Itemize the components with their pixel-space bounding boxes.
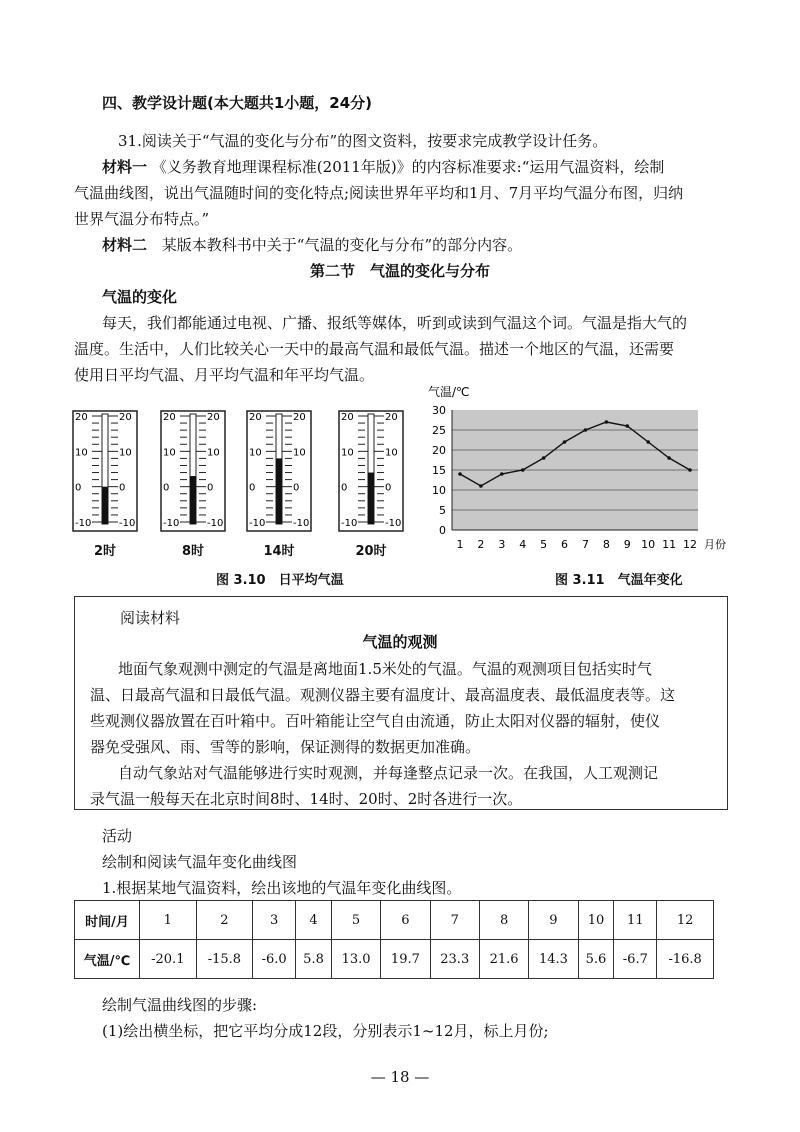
para-line3: 使用日平均气温、月平均气温和年平均气温。: [74, 366, 375, 384]
y-tick-label: 30: [432, 404, 446, 417]
activity-step: 1.根据某地气温资料，绘出该地的气温年变化曲线图。: [102, 879, 462, 897]
table-cell: 3: [253, 901, 296, 940]
scale-label: 20: [119, 412, 132, 423]
table-cell: -20.1: [140, 940, 197, 979]
table-cell: 7: [430, 901, 479, 940]
table-cell: 11: [614, 901, 657, 940]
scale-label: 10: [293, 447, 306, 459]
data-point: [458, 472, 462, 476]
y-tick-label: 15: [432, 464, 446, 477]
scale-label: 20: [163, 412, 176, 423]
table-cell: 21.6: [479, 940, 528, 979]
scale-label: -10: [293, 518, 310, 529]
x-tick-label: 10: [641, 538, 656, 551]
table-cell: 13.0: [331, 940, 380, 979]
table-row: [75, 901, 714, 940]
table-cell: 1: [140, 901, 197, 940]
data-point: [500, 472, 504, 476]
table-cell: 5.8: [296, 940, 332, 979]
scale-label: 20: [207, 412, 220, 423]
fig311-caption: 图 3.11 气温年变化: [555, 573, 683, 588]
chart-xlabel: 月份: [704, 538, 726, 551]
chart-ylabel: 气温/℃: [428, 385, 470, 399]
thermometer-label: 8时: [181, 544, 205, 559]
data-point: [584, 428, 588, 432]
table-header-temp: 气温/℃: [75, 940, 140, 979]
scale-label: 10: [75, 447, 88, 459]
reading-line1: 地面气象观测中测定的气温是离地面1.5米处的气温。气温的观测项目包括实时气: [118, 660, 652, 678]
material1-line2: 气温曲线图，说出气温随时间的变化特点;阅读世界年平均和1月、7月平均气温分布图，归纳: [74, 184, 684, 202]
x-tick-label: 9: [623, 538, 631, 551]
scale-label: 0: [293, 482, 300, 494]
thermometer-2: [160, 410, 226, 532]
scale-label: -10: [249, 518, 266, 529]
thermometer-label: 14时: [263, 544, 295, 559]
table-cell: -6.0: [253, 940, 296, 979]
thermometer-3: [246, 410, 312, 532]
fig310-caption: 图 3.10 日平均气温: [216, 573, 344, 588]
x-tick-label: 2: [477, 538, 485, 551]
scale-label: 10: [163, 447, 176, 459]
table-cell: 2: [196, 901, 253, 940]
x-tick-label: 6: [561, 538, 569, 551]
scale-label: 20: [341, 412, 354, 423]
section-title: 四、教学设计题(本大题共1小题，24分): [102, 94, 373, 112]
table-cell: -16.8: [657, 940, 714, 979]
material2-label: 材料二: [102, 236, 148, 254]
x-tick-label: 7: [581, 538, 589, 551]
scale-label: 20: [249, 412, 262, 423]
table-header-month: 时间/月: [75, 901, 140, 940]
material1-label: 材料一: [102, 158, 148, 176]
scale-label: -10: [207, 518, 224, 529]
activity-title: 绘制和阅读气温年变化曲线图: [102, 853, 298, 871]
table-cell: 5: [331, 901, 380, 940]
table-cell: 23.3: [430, 940, 479, 979]
scale-label: 0: [163, 482, 170, 494]
x-tick-label: 8: [602, 538, 610, 551]
data-point: [479, 484, 483, 488]
scale-label: 10: [249, 447, 262, 459]
data-point: [667, 456, 671, 460]
reading-line5: 自动气象站对气温能够进行实时观测，并每逢整点记录一次。在我国，人工观测记: [118, 764, 659, 782]
mercury-column: [276, 458, 282, 524]
material1-line1: [102, 154, 664, 180]
data-point: [625, 424, 629, 428]
material1-line3: 世界气温分布特点。”: [74, 210, 210, 228]
thermometer-1: [72, 410, 138, 532]
activity-label: 活动: [102, 827, 133, 845]
question-31: 31.阅读关于“气温的变化与分布”的图文资料，按要求完成教学设计任务。: [118, 132, 608, 150]
para-line2: 温度。生活中，人们比较关心一天中的最高气温和最低气温。描述一个地区的气温，还需要: [74, 340, 675, 358]
x-tick-label: 4: [519, 538, 527, 551]
thermometer-label: 2时: [93, 544, 117, 559]
reading-line3: 些观测仪器放置在百叶箱中。百叶箱能让空气自由流通，防止太阳对仪器的辐射，使仪: [90, 712, 661, 730]
temperature-table: [74, 900, 714, 979]
scale-label: -10: [385, 518, 402, 529]
scale-label: 10: [119, 447, 132, 459]
table-cell: 5.6: [578, 940, 614, 979]
scale-label: -10: [119, 518, 136, 529]
y-tick-label: 20: [432, 444, 446, 457]
table-cell: 6: [381, 901, 430, 940]
table-cell: 9: [529, 901, 578, 940]
material2-line: [102, 232, 522, 258]
table-cell: 4: [296, 901, 332, 940]
reading-header: 阅读材料: [120, 609, 181, 627]
material1-text1: 《义务教育地理课程标准(2011年版)》的内容标准要求:“运用气温资料，绘制: [151, 158, 665, 176]
data-point: [563, 440, 567, 444]
data-point: [605, 420, 609, 424]
subheading: 气温的变化: [102, 288, 178, 306]
table-cell: 10: [578, 901, 614, 940]
mercury-column: [190, 476, 196, 524]
scale-label: -10: [163, 518, 180, 529]
data-point: [542, 456, 546, 460]
scale-label: 20: [293, 412, 306, 423]
table-cell: -15.8: [196, 940, 253, 979]
scale-label: 0: [75, 482, 82, 494]
scale-label: -10: [75, 518, 92, 529]
steps-title: 绘制气温曲线图的步骤:: [102, 996, 258, 1014]
y-tick-label: 25: [432, 424, 446, 437]
scale-label: 0: [249, 482, 256, 494]
data-point: [521, 468, 525, 472]
mercury-column: [368, 473, 374, 524]
x-tick-label: 11: [662, 538, 677, 551]
reading-line6: 录气温一般每天在北京时间8时、14时、20时、2时各进行一次。: [90, 790, 523, 808]
reading-title: 气温的观测: [362, 633, 438, 651]
material2-text: 某版本教科书中关于“气温的变化与分布”的部分内容。: [161, 236, 523, 254]
y-tick-label: 10: [432, 484, 446, 497]
temperature-chart: [420, 380, 730, 560]
scale-label: 10: [385, 447, 398, 459]
thermometer-label: 20时: [355, 544, 387, 559]
x-tick-label: 3: [498, 538, 506, 551]
para-line1: 每天，我们都能通过电视、广播、报纸等媒体，听到或读到气温这个词。气温是指大气的: [102, 314, 688, 332]
x-tick-label: 5: [540, 538, 548, 551]
y-tick-label: 5: [439, 504, 446, 517]
scale-label: 10: [341, 447, 354, 459]
reading-line4: 器免受强风、雨、雪等的影响，保证测得的数据更加准确。: [90, 738, 481, 756]
scale-label: 0: [207, 482, 214, 494]
table-cell: 19.7: [381, 940, 430, 979]
scale-label: 20: [385, 412, 398, 423]
scale-label: 0: [341, 482, 348, 494]
mercury-column: [102, 487, 108, 524]
table-cell: -6.7: [614, 940, 657, 979]
thermometer-4: [338, 410, 404, 532]
scale-label: 0: [119, 482, 126, 494]
scale-label: 20: [75, 412, 88, 423]
data-point: [688, 468, 692, 472]
reading-line2: 温、日最高气温和日最低气温。观测仪器主要有温度计、最高温度表、最低温度表等。这: [90, 686, 676, 704]
table-cell: 14.3: [529, 940, 578, 979]
x-tick-label: 12: [683, 538, 697, 551]
scale-label: 10: [207, 447, 220, 459]
table-cell: 12: [657, 901, 714, 940]
y-tick-label: 0: [439, 524, 446, 537]
scale-label: -10: [341, 518, 358, 529]
x-tick-label: 1: [456, 538, 464, 551]
page-number: — 18 —: [370, 1068, 430, 1086]
data-point: [646, 440, 650, 444]
chapter-title: 第二节 气温的变化与分布: [309, 262, 490, 280]
table-cell: 8: [479, 901, 528, 940]
table-row: [75, 940, 714, 979]
steps-s1: (1)绘出横坐标，把它平均分成12段，分别表示1~12月，标上月份;: [102, 1022, 549, 1040]
scale-label: 0: [385, 482, 392, 494]
